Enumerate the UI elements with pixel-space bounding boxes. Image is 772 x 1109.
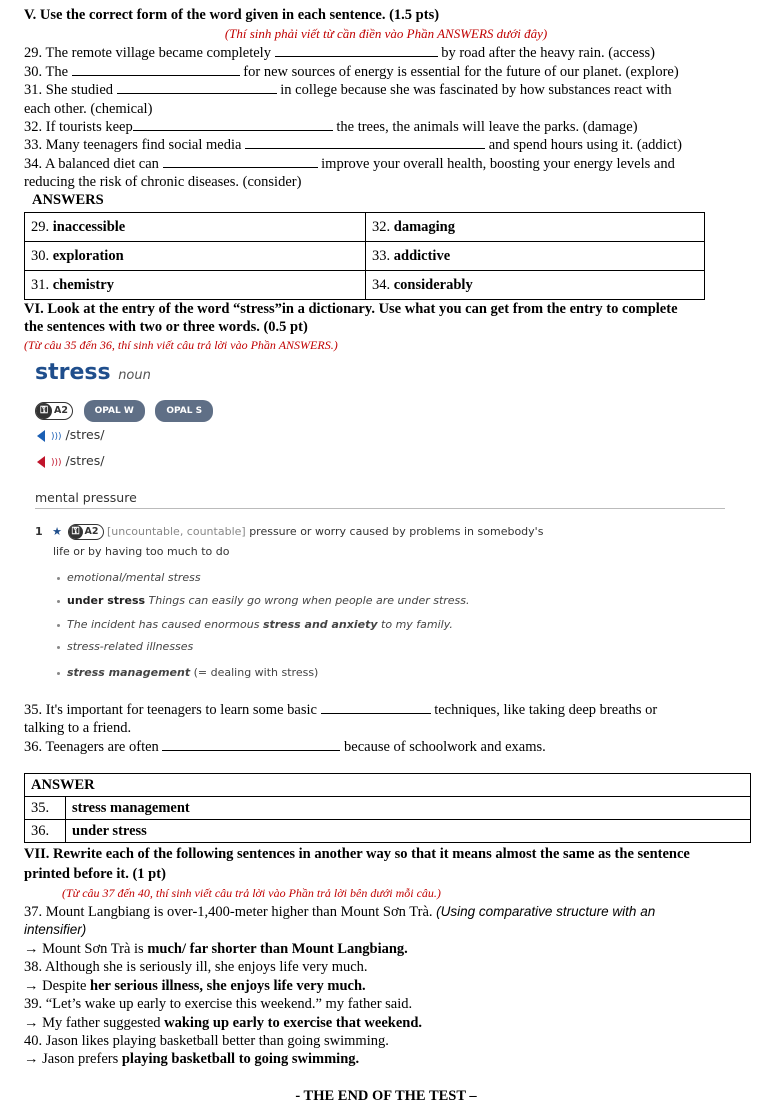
- example-5: stress management (= dealing with stress): [57, 664, 318, 682]
- blank-29[interactable]: [275, 44, 438, 57]
- answer-cell: 31. chemistry: [25, 271, 366, 300]
- example-2: under stress Things can easily go wrong when people are under stress.: [57, 592, 470, 610]
- blank-32[interactable]: [133, 118, 333, 131]
- blank-31[interactable]: [117, 81, 277, 94]
- table-row: [25, 774, 751, 797]
- question-38: 38. Although she is seriously ill, she enjoys life very much.: [24, 959, 368, 975]
- question-39: 39. “Let’s wake up early to exercise this weekend.” my father said.: [24, 996, 413, 1012]
- answer-cell: 34. considerably: [366, 271, 705, 300]
- level-badge: ⚿ A2: [68, 524, 104, 540]
- section-6-instruction: (Từ câu 35 đến 36, thí sinh viết câu trả lời vào Phần ANSWERS.): [24, 338, 338, 352]
- question-37-hint: intensifier): [24, 922, 87, 937]
- table-row: [25, 213, 705, 242]
- section-7-heading: VII. Rewrite each of the following sentences in another way so that it means almost the same as the sentence: [24, 846, 690, 862]
- answer-cell: stress management: [66, 797, 751, 820]
- key-icon: ⚿: [69, 525, 83, 539]
- question-37: 37. Mount Langbiang is over-1,400-meter higher than Mount Sơn Trà. (Using comparative structure with an: [24, 904, 656, 920]
- answer-38: → Despite her serious illness, she enjoys life very much.: [24, 978, 366, 994]
- section-5-heading: V. Use the correct form of the word given in each sentence. (1.5 pts): [24, 7, 440, 23]
- table-row: [25, 242, 705, 271]
- answer-39: → My father suggested waking up early to exercise that weekend.: [24, 1015, 423, 1031]
- section-6-heading-cont: the sentences with two or three words. (0.5 pt): [24, 319, 308, 335]
- answers-title: ANSWERS: [32, 192, 104, 208]
- answers-table-6: [24, 773, 751, 843]
- divider: [35, 508, 725, 509]
- example-1: emotional/mental stress: [57, 569, 201, 587]
- section-7-instruction: (Từ câu 37 đến 40, thí sinh viết câu trả lời vào Phần trả lời bên dưới mỗi câu.): [62, 886, 441, 900]
- opal-w-badge: OPAL W: [84, 400, 145, 422]
- speaker-icon[interactable]: [37, 456, 45, 468]
- question-29: 29. The remote village became completely by road after the heavy rain. (access): [24, 45, 655, 61]
- dictionary-headword: stress noun: [35, 360, 151, 385]
- blank-30[interactable]: [72, 63, 240, 76]
- answers-table-5: [24, 212, 705, 300]
- answer-cell: 33. addictive: [366, 242, 705, 271]
- end-of-test: - THE END OF THE TEST –: [295, 1088, 477, 1104]
- answer-header: ANSWER: [25, 774, 751, 797]
- question-31-cont: each other. (chemical): [24, 101, 153, 117]
- answer-num: 36.: [25, 820, 66, 843]
- question-31: 31. She studied in college because she was fascinated by how substances react with: [24, 82, 672, 98]
- definition: 1 ★ ⚿ A2 [uncountable, countable] pressure or worry caused by problems in somebody's: [35, 525, 544, 538]
- answer-40: → Jason prefers playing basketball to going swimming.: [24, 1051, 360, 1067]
- question-33: 33. Many teenagers find social media and spend hours using it. (addict): [24, 137, 682, 153]
- answer-cell: 32. damaging: [366, 213, 705, 242]
- question-35: 35. It's important for teenagers to learn some basic techniques, like taking deep breaths or: [24, 702, 658, 718]
- pronunciation-us: ))) /stres/: [37, 452, 104, 472]
- blank-36[interactable]: [162, 738, 340, 751]
- question-34-cont: reducing the risk of chronic diseases. (consider): [24, 174, 302, 190]
- answer-37: → Mount Sơn Trà is much/ far shorter than Mount Langbiang.: [24, 941, 408, 957]
- table-row: [25, 820, 751, 843]
- example-4: stress-related illnesses: [57, 638, 193, 656]
- section-6-heading: VI. Look at the entry of the word “stress”in a dictionary. Use what you can get from the entry to complete: [24, 301, 678, 317]
- answer-cell: 30. exploration: [25, 242, 366, 271]
- sense-title: mental pressure: [35, 490, 137, 505]
- opal-s-badge: OPAL S: [155, 400, 213, 422]
- question-30: 30. The for new sources of energy is essential for the future of our planet. (explore): [24, 64, 679, 80]
- answer-cell: under stress: [66, 820, 751, 843]
- question-34: 34. A balanced diet can improve your overall health, boosting your energy levels and: [24, 156, 675, 172]
- key-icon: ⚿: [36, 403, 52, 419]
- blank-35[interactable]: [321, 701, 431, 714]
- table-row: [25, 797, 751, 820]
- question-36: 36. Teenagers are often because of schoolwork and exams.: [24, 739, 546, 755]
- answer-cell: 29. inaccessible: [25, 213, 366, 242]
- definition-cont: life or by having too much to do: [53, 545, 230, 558]
- table-row: [25, 271, 705, 300]
- speaker-icon[interactable]: [37, 430, 45, 442]
- level-badge: ⚿ A2: [35, 402, 73, 420]
- question-40: 40. Jason likes playing basketball better than going swimming.: [24, 1033, 389, 1049]
- blank-34[interactable]: [163, 155, 318, 168]
- question-35-cont: talking to a friend.: [24, 720, 132, 736]
- answer-num: 35.: [25, 797, 66, 820]
- question-32: 32. If tourists keep the trees, the animals will leave the parks. (damage): [24, 119, 638, 135]
- pronunciation-uk: ))) /stres/: [37, 426, 104, 446]
- star-icon: ★: [52, 525, 63, 538]
- section-7-heading-cont: printed before it. (1 pt): [24, 866, 166, 882]
- example-3: The incident has caused enormous stress and anxiety to my family.: [57, 616, 453, 634]
- level-badges: [35, 400, 213, 422]
- blank-33[interactable]: [245, 136, 485, 149]
- section-5-instruction: (Thí sinh phải viết từ cần điền vào Phần ANSWERS dưới đây): [224, 26, 548, 41]
